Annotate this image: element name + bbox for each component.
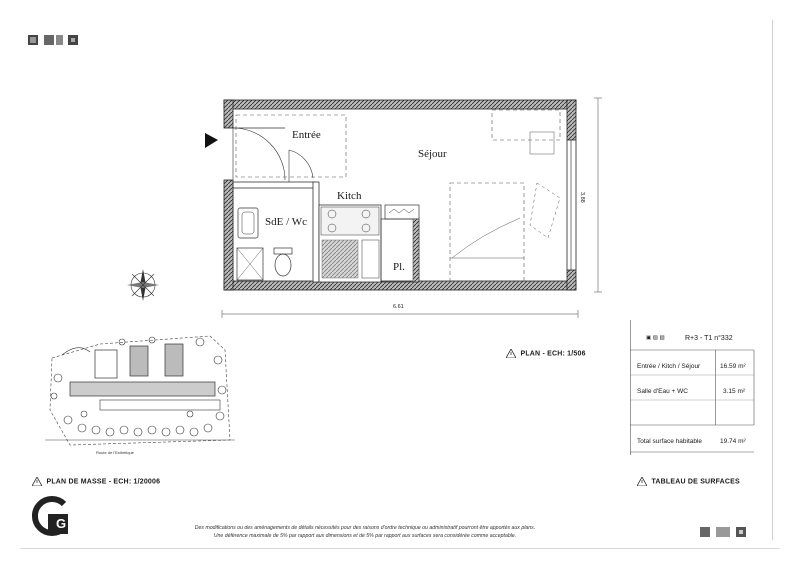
surface-total-value: 19.74 m² <box>720 438 746 445</box>
closet-outline <box>236 115 346 177</box>
dimension-height <box>594 98 602 292</box>
footer-line-2: Une déférence maximale de 5% par rapport aux dimensions et de 5% par rapport aux surfaces sera considérée comme acceptable. <box>213 533 517 539</box>
dimension-width-label: 6.61 <box>393 304 404 310</box>
dimension-height-label: 3.88 <box>579 192 585 203</box>
logo-letter: G <box>56 516 67 531</box>
entry-arrow <box>205 133 218 148</box>
surface-row-label: Salle d'Eau + WC <box>637 388 688 395</box>
bathroom-sink <box>238 208 258 238</box>
company-logo <box>30 496 70 541</box>
window-right <box>567 140 576 270</box>
surface-title <box>637 473 740 491</box>
site-plan <box>40 330 240 460</box>
marker-icon <box>700 526 752 538</box>
armchair <box>530 183 560 238</box>
warning-triangle-icon <box>32 477 42 486</box>
footer-disclaimer <box>130 524 600 540</box>
room-label-sejour: Séjour <box>418 148 447 160</box>
desk <box>492 110 560 154</box>
bathroom-shower <box>237 248 263 280</box>
surface-header-marker: ▣ ▨ ▧ <box>646 335 665 341</box>
warning-triangle-icon <box>637 477 647 486</box>
surface-row-value: 16.59 m² <box>720 363 746 370</box>
bottom-right-marker <box>700 525 752 543</box>
surface-lot: R+3 - T1 n°332 <box>685 335 733 342</box>
surface-row-label: Entrée / Kitch / Séjour <box>637 363 701 370</box>
dimension-width <box>222 310 578 318</box>
masse-scale-text: PLAN DE MASSE - ECH: 1/20006 <box>46 478 161 486</box>
surface-table <box>630 320 750 455</box>
bathroom-toilet <box>274 248 292 276</box>
surface-total-label: Total surface habitable <box>637 438 703 445</box>
surface-row-value: 3.15 m² <box>723 388 746 395</box>
site-street-label: Route de l'Esthétique <box>96 450 134 455</box>
room-label-sde-wc: SdE / Wc <box>265 216 307 228</box>
bathroom-walls <box>233 182 319 282</box>
plan-scale-label <box>506 345 586 363</box>
plan-scale-text: PLAN - ECH: 1/506 <box>520 350 586 358</box>
footer-line-1: Des modifications ou des aménagements de détails nécessités pour des raisons d'ordre technique ou administratif pourront être apportés aux plans. <box>194 525 536 531</box>
entry-door <box>233 128 285 180</box>
masse-scale-label <box>32 473 160 491</box>
surface-title-text: TABLEAU DE SURFACES <box>651 478 740 486</box>
room-label-entree: Entrée <box>292 129 321 141</box>
bed <box>450 183 524 281</box>
warning-triangle-icon <box>506 349 516 358</box>
compass-icon <box>127 269 159 301</box>
room-label-pl: Pl. <box>393 261 405 273</box>
room-label-kitch: Kitch <box>337 190 362 202</box>
